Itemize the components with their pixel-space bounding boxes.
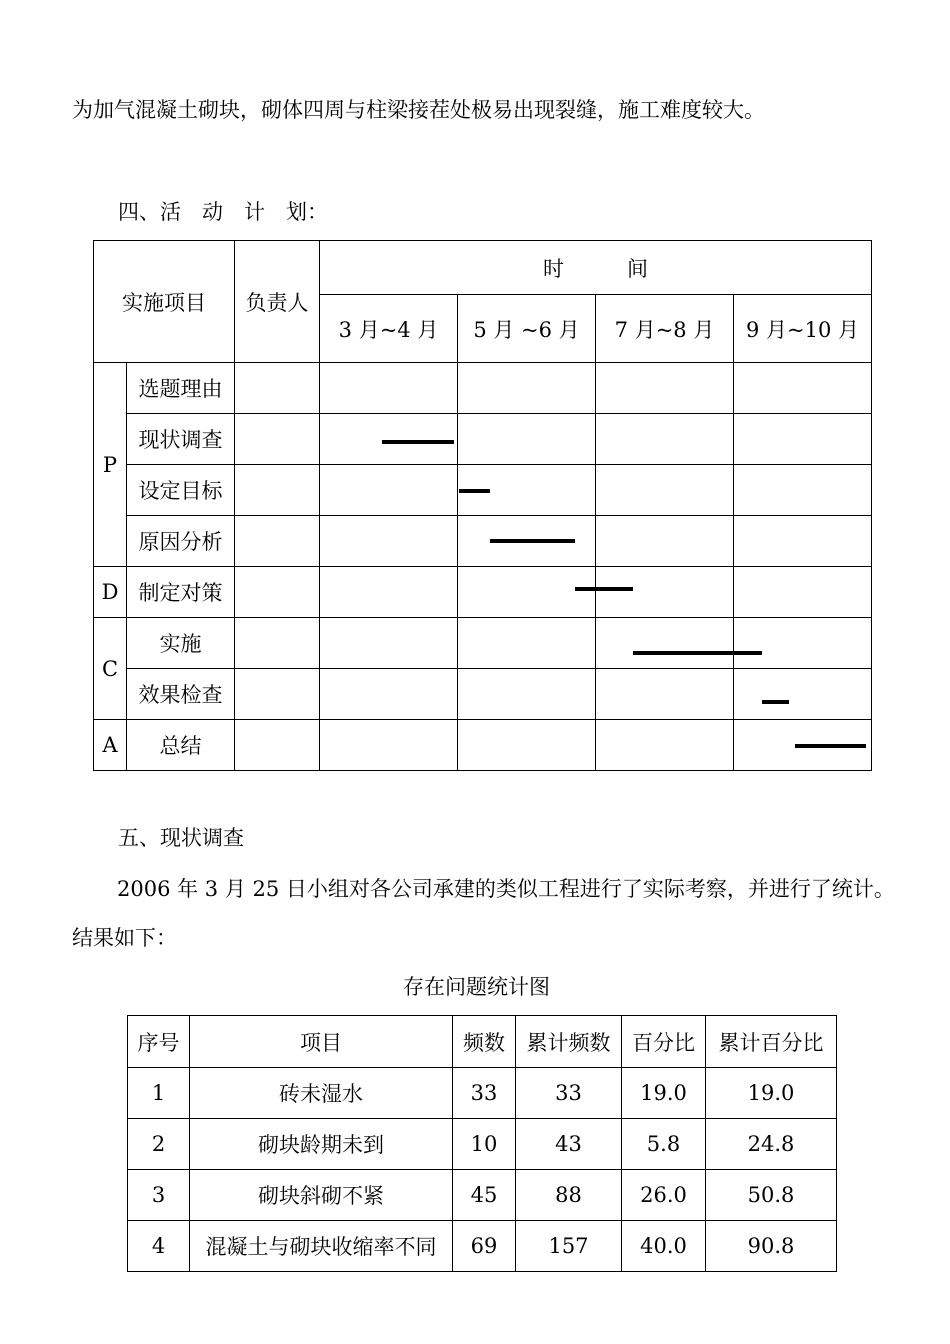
schedule-cell [458,618,596,669]
column-header: 累计百分比 [706,1016,837,1068]
period-header: 5 月 ~6 月 [458,295,596,363]
schedule-cell [320,414,458,465]
owner-cell [235,567,320,618]
column-header: 累计频数 [516,1016,622,1068]
schedule-cell [596,414,734,465]
owner-cell [235,669,320,720]
section-4-heading: 四、活 动 计 划： [118,200,328,224]
table-cell: 砌块斜砌不紧 [190,1170,453,1221]
owner-cell [235,363,320,414]
schedule-cell [596,567,734,618]
phase-cell: D [94,567,127,618]
table-row [128,1170,837,1221]
task-cell: 效果检查 [127,669,235,720]
survey-paragraph-line-2: 结果如下： [72,926,177,950]
schedule-cell [458,465,596,516]
problem-statistics-table [127,1015,837,1272]
schedule-cell [734,516,872,567]
table-cell: 88 [516,1170,622,1221]
schedule-cell [320,567,458,618]
header-owner: 负责人 [235,241,320,363]
table-cell: 5.8 [622,1119,706,1170]
owner-cell [235,720,320,771]
table-cell: 2 [128,1119,190,1170]
schedule-cell [458,414,596,465]
schedule-cell [734,363,872,414]
table-cell: 40.0 [622,1221,706,1272]
table-cell: 3 [128,1170,190,1221]
schedule-cell [734,618,872,669]
owner-cell [235,465,320,516]
activity-plan-table [93,240,872,771]
owner-cell [235,414,320,465]
schedule-cell [596,720,734,771]
table-row [128,1221,837,1272]
column-header: 频数 [453,1016,516,1068]
table-cell: 混凝土与砌块收缩率不同 [190,1221,453,1272]
table-cell: 19.0 [706,1068,837,1119]
header-item: 实施项目 [94,241,235,363]
table-cell: 砌块龄期未到 [190,1119,453,1170]
schedule-cell [320,618,458,669]
table-cell: 4 [128,1221,190,1272]
schedule-cell [458,567,596,618]
table-cell: 90.8 [706,1221,837,1272]
table-row [128,1068,837,1119]
schedule-cell [458,516,596,567]
table-cell: 157 [516,1221,622,1272]
schedule-cell [320,720,458,771]
schedule-cell [320,363,458,414]
table-cell: 10 [453,1119,516,1170]
task-cell: 选题理由 [127,363,235,414]
task-cell: 总结 [127,720,235,771]
table-row [128,1119,837,1170]
phase-cell: P [94,363,127,567]
table-cell: 19.0 [622,1068,706,1119]
schedule-cell [458,669,596,720]
table-cell: 43 [516,1119,622,1170]
schedule-cell [320,516,458,567]
schedule-cell [320,465,458,516]
intro-paragraph-line: 为加气混凝土砌块，砌体四周与柱梁接茬处极易出现裂缝，施工难度较大。 [72,98,765,122]
table-cell: 24.8 [706,1119,837,1170]
task-cell: 制定对策 [127,567,235,618]
owner-cell [235,516,320,567]
schedule-cell [734,414,872,465]
schedule-cell [734,720,872,771]
table-cell: 砖未湿水 [190,1068,453,1119]
schedule-cell [596,363,734,414]
schedule-cell [734,465,872,516]
table-cell: 50.8 [706,1170,837,1221]
table-cell: 26.0 [622,1170,706,1221]
period-header: 7 月~8 月 [596,295,734,363]
schedule-cell [734,567,872,618]
table-cell: 69 [453,1221,516,1272]
phase-cell: C [94,618,127,720]
schedule-cell [734,669,872,720]
schedule-cell [458,363,596,414]
schedule-cell [596,516,734,567]
table-cell: 33 [453,1068,516,1119]
task-cell: 设定目标 [127,465,235,516]
schedule-cell [596,465,734,516]
header-time: 时 间 [320,241,872,295]
task-cell: 实施 [127,618,235,669]
column-header: 序号 [128,1016,190,1068]
column-header: 项目 [190,1016,453,1068]
schedule-cell [596,669,734,720]
schedule-cell [320,669,458,720]
period-header: 9 月~10 月 [734,295,872,363]
survey-paragraph-line-1: 2006 年 3 月 25 日小组对各公司承建的类似工程进行了实际考察，并进行了统计。 [117,877,895,901]
column-header: 百分比 [622,1016,706,1068]
schedule-cell [596,618,734,669]
schedule-cell [458,720,596,771]
table-cell: 45 [453,1170,516,1221]
phase-cell: A [94,720,127,771]
task-cell: 现状调查 [127,414,235,465]
table-cell: 1 [128,1068,190,1119]
period-header: 3 月~4 月 [320,295,458,363]
statistics-table-title: 存在问题统计图 [403,975,550,999]
section-5-heading: 五、现状调查 [118,826,244,850]
table-cell: 33 [516,1068,622,1119]
task-cell: 原因分析 [127,516,235,567]
owner-cell [235,618,320,669]
